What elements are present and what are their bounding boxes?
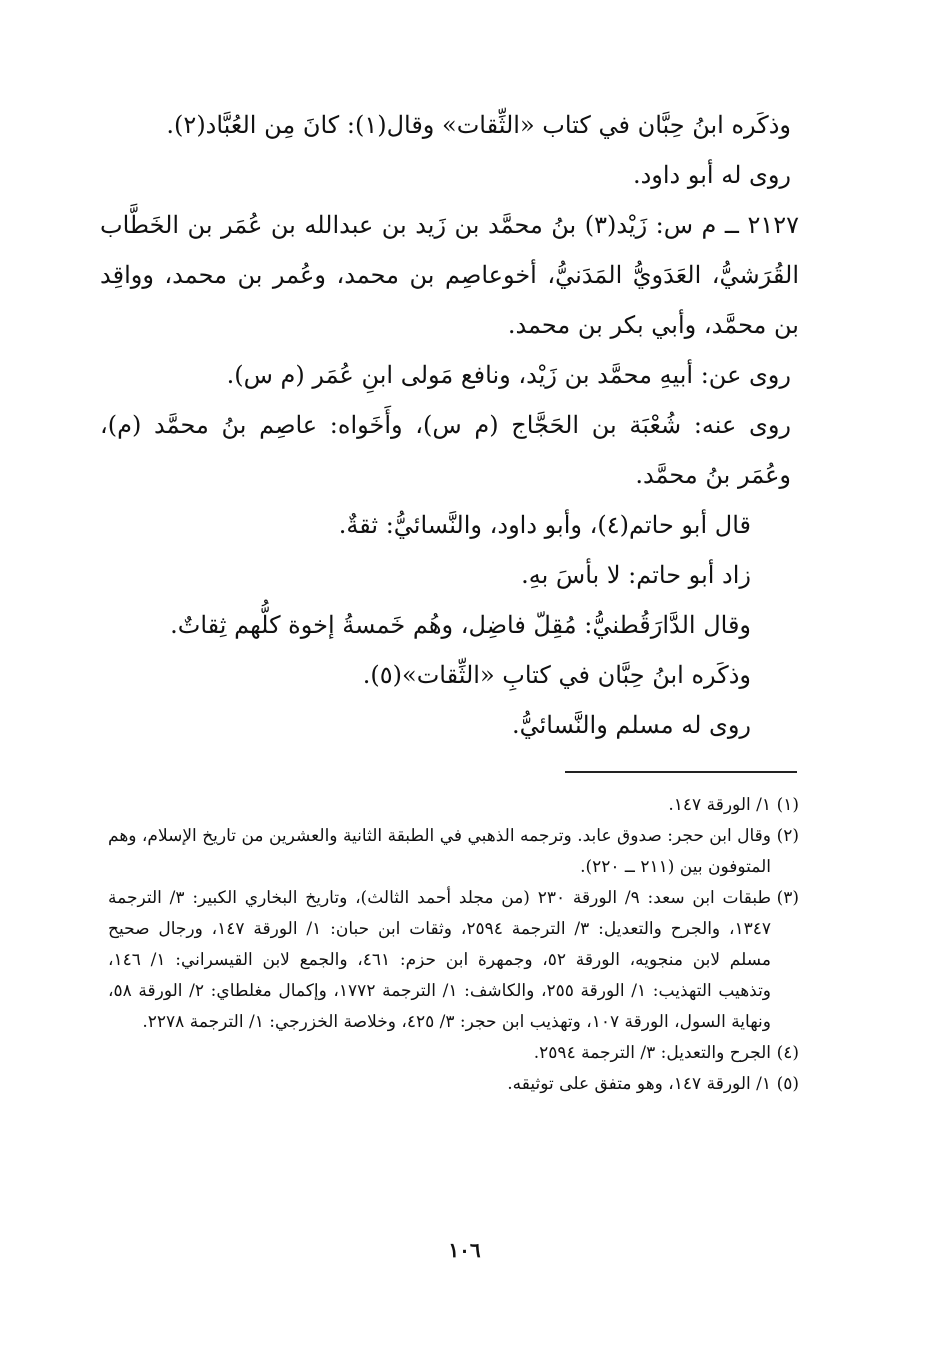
main-text (100, 100, 799, 750)
footnotes (108, 790, 799, 1100)
footnote-text: الجرح والتعديل: ٣/ الترجمة ٢٥٩٤. (533, 1043, 771, 1063)
footnote (108, 790, 799, 821)
footnote (108, 1038, 799, 1069)
footnote-text: ١/ الورقة ١٤٧. (668, 795, 771, 815)
text-line: وذكَره ابنُ حِبَّان في كتاب «الثِّقات» وقال(١): كانَ مِن العُبَّاد(٢). (166, 111, 791, 139)
footnote-number: (٥) (776, 1074, 799, 1094)
text-line: روى له مسلم والنَّسائيُّ. (511, 711, 751, 739)
footnote-number: (٤) (776, 1043, 799, 1063)
text-line: وذكَره ابنُ حِبَّان في كتابِ «الثِّقات»(٥). (362, 661, 751, 689)
footnote-number: (١) (776, 795, 799, 815)
page-number: ١٠٦ (448, 1238, 481, 1262)
entry-heading-paragraph: ٢١٢٧ ــ م س: زَيْد(٣) بنُ محمَّد بن زَيد بن عبدالله بن عُمَر بن الخَطَّاب القُرَشيُّ، العَدَويُّ المَدَنيُّ، أخوعاصِم بن محمد، وعُمر بن محمد، وواقِد بن محمَّد، وأبي بكر بن محمد. (100, 211, 799, 339)
text-line: روى عن: أبيهِ محمَّد بن زَيْد، ونافع مَولى ابنِ عُمَر (م س). (226, 361, 791, 389)
text-line: قال أبو حاتم(٤)، وأبو داود، والنَّسائيُّ: ثقةٌ. (338, 511, 751, 539)
footnote-text: ١/ الورقة ١٤٧، وهو متفق على توثيقه. (507, 1074, 771, 1094)
text-line: زاد أبو حاتم: لا بأسَ بهِ. (521, 561, 751, 589)
footnote-number: (٢) (776, 826, 799, 846)
footnote (108, 883, 799, 1038)
text-line: وقال الدَّارَقُطنيُّ: مُقِلّ فاضِل، وهُم خَمسةُ إخوة كلُّهم ثِقاتٌ. (170, 611, 751, 639)
footnote (108, 1069, 799, 1100)
text-line: روى عنه: شُعْبَة بن الحَجَّاج (م س)، وأَخَواه: عاصِم بنُ محمَّد (م)، وعُمَر بنُ محمَّد. (100, 411, 791, 489)
footnote-text: وقال ابن حجر: صدوق عابد. وترجمه الذهبي في الطبقة الثانية والعشرين من تاريخ الإسلام، وهم المتوفون بين (٢١١ ــ ٢٢٠). (108, 826, 771, 877)
footnote (108, 821, 799, 883)
text-line: روى له أبو داود. (632, 161, 791, 189)
footnote-text: طبقات ابن سعد: ٩/ الورقة ٢٣٠ (من مجلد أحمد الثالث)، وتاريخ البخاري الكبير: ٣/ الترجمة ١٣٤٧، والجرح والتعديل: ٣/ الترجمة ٢٥٩٤، وثقات ابن حبان: ١/ الورقة ١٤٧، ورجال صحيح مسلم لابن منجويه، الورقة ٥٢، وجمهرة ابن حزم: ٤٦١، والجمع لابن القيسراني: ١/ ١٤٦، وتذهيب التهذيب: ١/ الورقة ٢٥٥، والكاشف: ١/ الترجمة ١٧٧٢، وإكمال مغلطاي: ٢/ الورقة ٥٨، ونهاية السول، الورقة ١٠٧، وتهذيب ابن حجر: ٣/ ٤٢٥، وخلاصة الخزرجي: ١/ الترجمة ٢٢٧٨. (108, 888, 772, 1032)
footnote-divider (565, 771, 797, 773)
footnote-number: (٣) (776, 888, 799, 908)
